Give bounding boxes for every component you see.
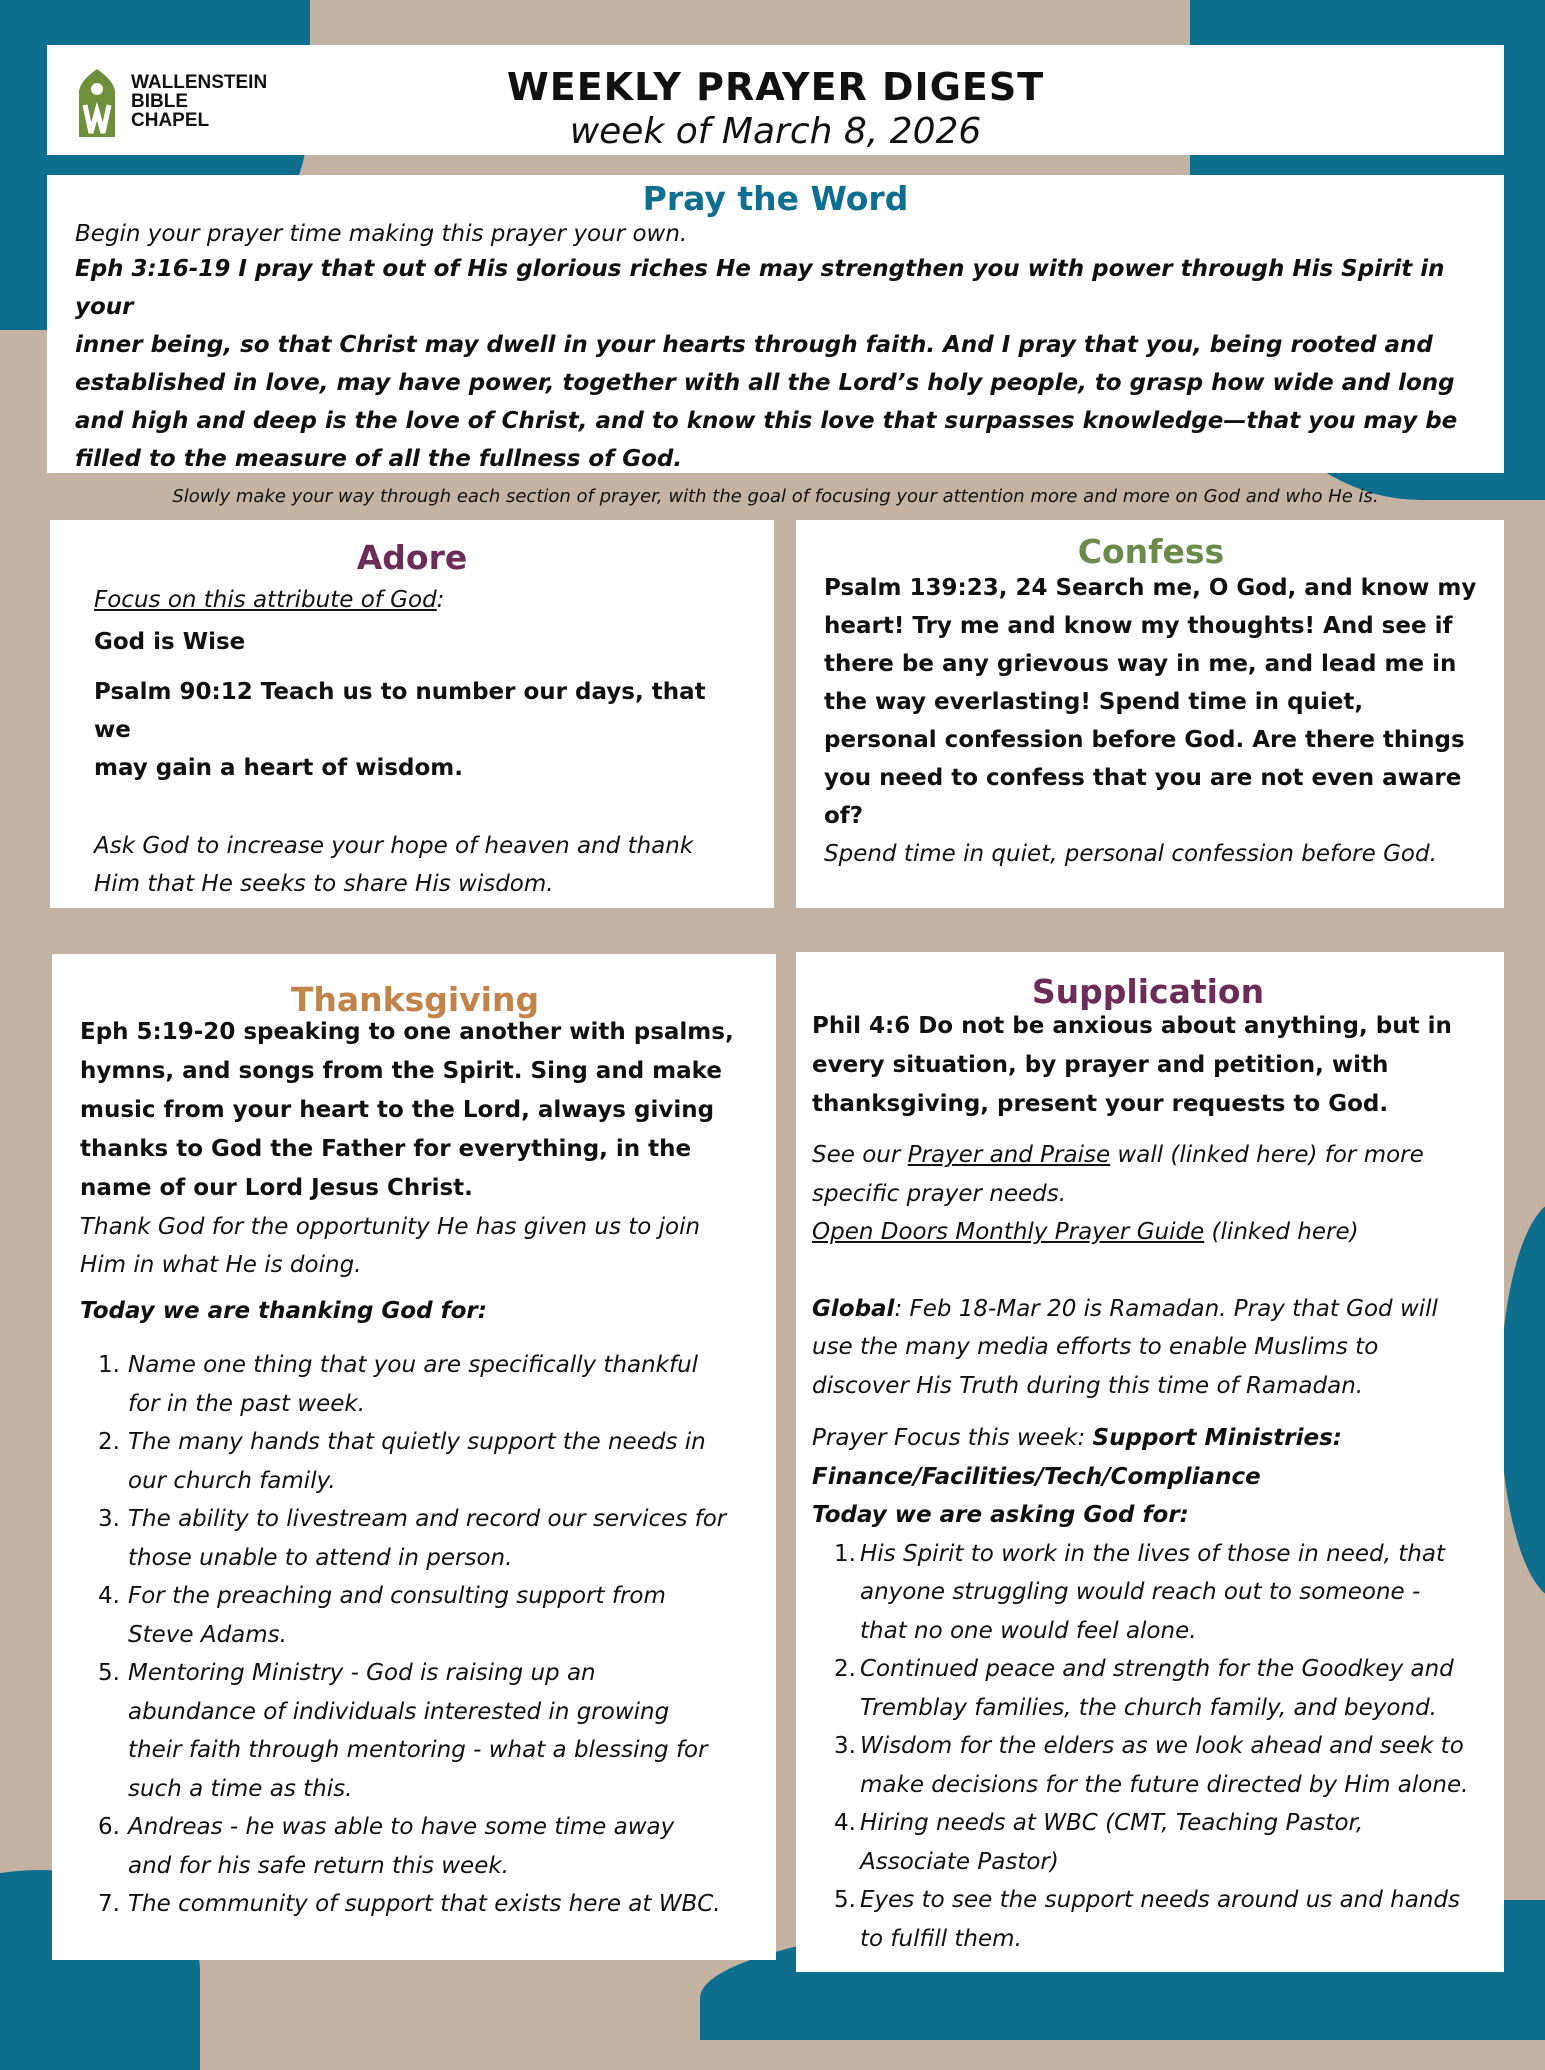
list-number: 1.: [98, 1352, 120, 1378]
logo-line-2: BIBLE: [131, 91, 188, 112]
global-line-3: discover His Truth during this time of Ramadan.: [812, 1372, 1364, 1399]
list-line: those unable to attend in person.: [128, 1544, 513, 1571]
pray-the-word-verse: [75, 250, 1476, 478]
list-line: anyone struggling would reach out to someone -: [860, 1579, 1421, 1605]
verse-line: heart! Try me and know my thoughts! And see if: [824, 613, 1453, 639]
list-item: [812, 1804, 1484, 1881]
list-number: 2.: [98, 1429, 120, 1455]
ask-line: Him that He seeks to share His wisdom.: [94, 871, 554, 897]
supplication-today-heading: Today we are asking God for:: [812, 1502, 1189, 1528]
list-line: The ability to livestream and record our services for: [128, 1506, 727, 1532]
list-line: Associate Pastor): [860, 1848, 1059, 1875]
thanksgiving-heading: Thanksgiving: [290, 980, 540, 1019]
verse-line: thanksgiving, present your requests to God.: [812, 1091, 1389, 1117]
adore-verse: [94, 673, 730, 787]
list-item: [80, 1654, 750, 1808]
global-line-2: use the many media efforts to enable Muslims to: [812, 1334, 1379, 1360]
adore-ask: [94, 827, 730, 903]
list-number: 3.: [98, 1506, 120, 1532]
thanksgiving-today-heading: Today we are thanking God for:: [80, 1298, 487, 1324]
list-number: 4.: [834, 1810, 856, 1836]
verse-line: personal confession before God. Are there things: [824, 727, 1465, 753]
supplication-card: [796, 952, 1504, 1972]
list-line: The many hands that quietly support the needs in: [128, 1429, 706, 1455]
focus-prefix: Prayer Focus this week:: [812, 1425, 1093, 1451]
verse-line: music from your heart to the Lord, always giving: [80, 1097, 715, 1123]
prayer-and-praise-link[interactable]: Prayer and Praise: [907, 1142, 1111, 1168]
list-number: 5.: [98, 1660, 120, 1686]
list-line: Name one thing that you are specifically thankful: [128, 1352, 699, 1378]
list-item: [812, 1727, 1484, 1804]
verse-line: the way everlasting! Spend time in quiet,: [824, 689, 1364, 715]
global-line-1: : Feb 18-Mar 20 is Ramadan. Pray that God will: [894, 1295, 1438, 1322]
list-number: 1.: [834, 1540, 856, 1567]
focus-bold-2: Finance/Facilities/Tech/Compliance: [812, 1463, 1261, 1490]
list-line: to fulfill them.: [860, 1925, 1022, 1952]
see-suffix: wall (linked here) for more: [1110, 1142, 1424, 1168]
list-item: [80, 1577, 750, 1654]
confess-closing: Spend time in quiet, personal confession before God.: [824, 841, 1437, 867]
list-line: make decisions for the future directed by Him alone.: [860, 1771, 1469, 1798]
list-line: for in the past week.: [128, 1390, 366, 1417]
verse-line: Eph 5:19-20 speaking to one another with psalms,: [80, 1019, 734, 1045]
supplication-heading: Supplication: [1031, 972, 1265, 1011]
list-number: 4.: [98, 1583, 120, 1609]
verse-line: may gain a heart of wisdom.: [94, 755, 463, 781]
verse-line: Eph 3:16-19 I pray that out of His glorious riches He may strengthen you with power through His Spirit in your: [75, 256, 1445, 320]
page-subtitle: week of March 8, 2026: [569, 111, 982, 152]
supplication-list: [812, 1535, 1484, 1959]
list-line: and for his safe return this week.: [128, 1852, 509, 1879]
list-item: [80, 1500, 750, 1577]
list-number: 3.: [834, 1733, 856, 1759]
confess-heading: Confess: [1077, 532, 1225, 571]
adore-heading: Adore: [356, 538, 468, 577]
focus-bold-1: Support Ministries:: [1092, 1425, 1342, 1451]
adore-card: [50, 520, 774, 908]
list-line: that no one would feel alone.: [860, 1617, 1197, 1644]
pray-the-word-card: [47, 175, 1504, 473]
list-line: Hiring needs at WBC (CMT, Teaching Pastor,: [860, 1810, 1364, 1836]
verse-line: name of our Lord Jesus Christ.: [80, 1175, 473, 1201]
adore-focus-label: [94, 581, 730, 619]
list-line: Mentoring Ministry - God is raising up an: [128, 1660, 596, 1686]
list-line: their faith through mentoring - what a blessing for: [128, 1737, 708, 1763]
list-line: Tremblay families, the church family, and beyond.: [860, 1694, 1437, 1721]
list-item: [80, 1346, 750, 1423]
background-blob-right-edge: [1500, 1200, 1545, 1600]
adore-attribute: God is Wise: [94, 629, 246, 655]
verse-line: every situation, by prayer and petition, with: [812, 1052, 1389, 1078]
list-item: [80, 1808, 750, 1885]
list-item: [812, 1650, 1484, 1727]
see-line-2: specific prayer needs.: [812, 1180, 1067, 1207]
list-number: 6.: [98, 1814, 120, 1840]
list-line: For the preaching and consulting support from: [128, 1583, 666, 1609]
logo-line-3: CHAPEL: [131, 110, 210, 131]
thanksgiving-verse: [80, 1013, 750, 1208]
supplication-see: [812, 1136, 1484, 1252]
verse-line: filled to the measure of all the fullness of God.: [75, 446, 683, 472]
thanksgiving-thank: [80, 1208, 750, 1284]
list-number: 2.: [834, 1656, 856, 1682]
list-line: Wisdom for the elders as we look ahead and seek to: [860, 1733, 1464, 1759]
focus-label-text: Focus on this attribute of God: [94, 587, 437, 613]
list-line: our church family.: [128, 1467, 336, 1494]
list-line: Continued peace and strength for the Goodkey and: [860, 1656, 1454, 1682]
page-title: WEEKLY PRAYER DIGEST: [506, 65, 1045, 109]
list-item: [812, 1535, 1484, 1651]
list-line: Eyes to see the support needs around us and hands: [860, 1887, 1460, 1913]
open-doors-link[interactable]: Open Doors Monthly Prayer Guide: [812, 1219, 1205, 1245]
verse-line: you need to confess that you are not even aware: [824, 765, 1462, 791]
list-number: 5.: [834, 1887, 856, 1913]
verse-line: Psalm 90:12 Teach us to number our days, that we: [94, 679, 706, 743]
verse-line: there be any grievous way in me, and lead me in: [824, 651, 1457, 677]
logo-line-1: WALLENSTEIN: [131, 72, 268, 93]
list-item: [80, 1423, 750, 1500]
verse-line: and high and deep is the love of Christ, and to know this love that surpasses knowledge—that you may be: [75, 408, 1458, 434]
see-prefix: See our: [812, 1142, 908, 1168]
list-line: Andreas - he was able to have some time away: [128, 1814, 675, 1840]
thanksgiving-list: [80, 1346, 750, 1924]
confess-verse: [824, 569, 1478, 835]
verse-line: hymns, and songs from the Spirit. Sing and make: [80, 1058, 722, 1084]
thanksgiving-card: [52, 954, 776, 1960]
instruction-text: Slowly make your way through each section of prayer, with the goal of focusing your attention more and more on God and who He is.: [172, 486, 1379, 507]
open-doors-line: [812, 1213, 1484, 1252]
global-label: Global: [812, 1295, 895, 1322]
list-line: such a time as this.: [128, 1775, 353, 1802]
list-number: 7.: [98, 1891, 120, 1917]
header-card: [47, 45, 1504, 155]
list-line: His Spirit to work in the lives of those in need, that: [860, 1540, 1445, 1567]
focus-colon: :: [436, 587, 445, 613]
verse-line: Psalm 139:23, 24 Search me, O God, and know my: [824, 575, 1477, 601]
see-line: [812, 1136, 1484, 1175]
list-line: The community of support that exists here at WBC.: [128, 1891, 721, 1917]
list-line: abundance of individuals interested in growing: [128, 1698, 670, 1725]
verse-line: of?: [824, 803, 864, 829]
confess-card: [796, 520, 1504, 908]
thank-line: Him in what He is doing.: [80, 1252, 362, 1278]
supplication-verse: [812, 1007, 1484, 1124]
thank-line: Thank God for the opportunity He has given us to join: [80, 1214, 701, 1240]
pray-the-word-heading: Pray the Word: [642, 179, 909, 218]
verse-line: Phil 4:6 Do not be anxious about anything, but in: [812, 1013, 1452, 1039]
ask-line: Ask God to increase your hope of heaven and thank: [94, 833, 694, 859]
open-doors-suffix: (linked here): [1204, 1219, 1359, 1245]
supplication-global: [812, 1290, 1484, 1406]
list-item: [80, 1885, 750, 1924]
supplication-focus: [812, 1419, 1484, 1535]
verse-line: inner being, so that Christ may dwell in your hearts through faith. And I pray that you, being rooted and: [75, 332, 1433, 358]
verse-line: established in love, may have power, together with all the Lord’s holy people, to grasp how wide and long: [75, 370, 1455, 396]
pray-the-word-intro: Begin your prayer time making this prayer your own.: [75, 221, 688, 247]
verse-line: thanks to God the Father for everything, in the: [80, 1136, 692, 1162]
list-line: Steve Adams.: [128, 1621, 287, 1648]
list-item: [812, 1881, 1484, 1958]
